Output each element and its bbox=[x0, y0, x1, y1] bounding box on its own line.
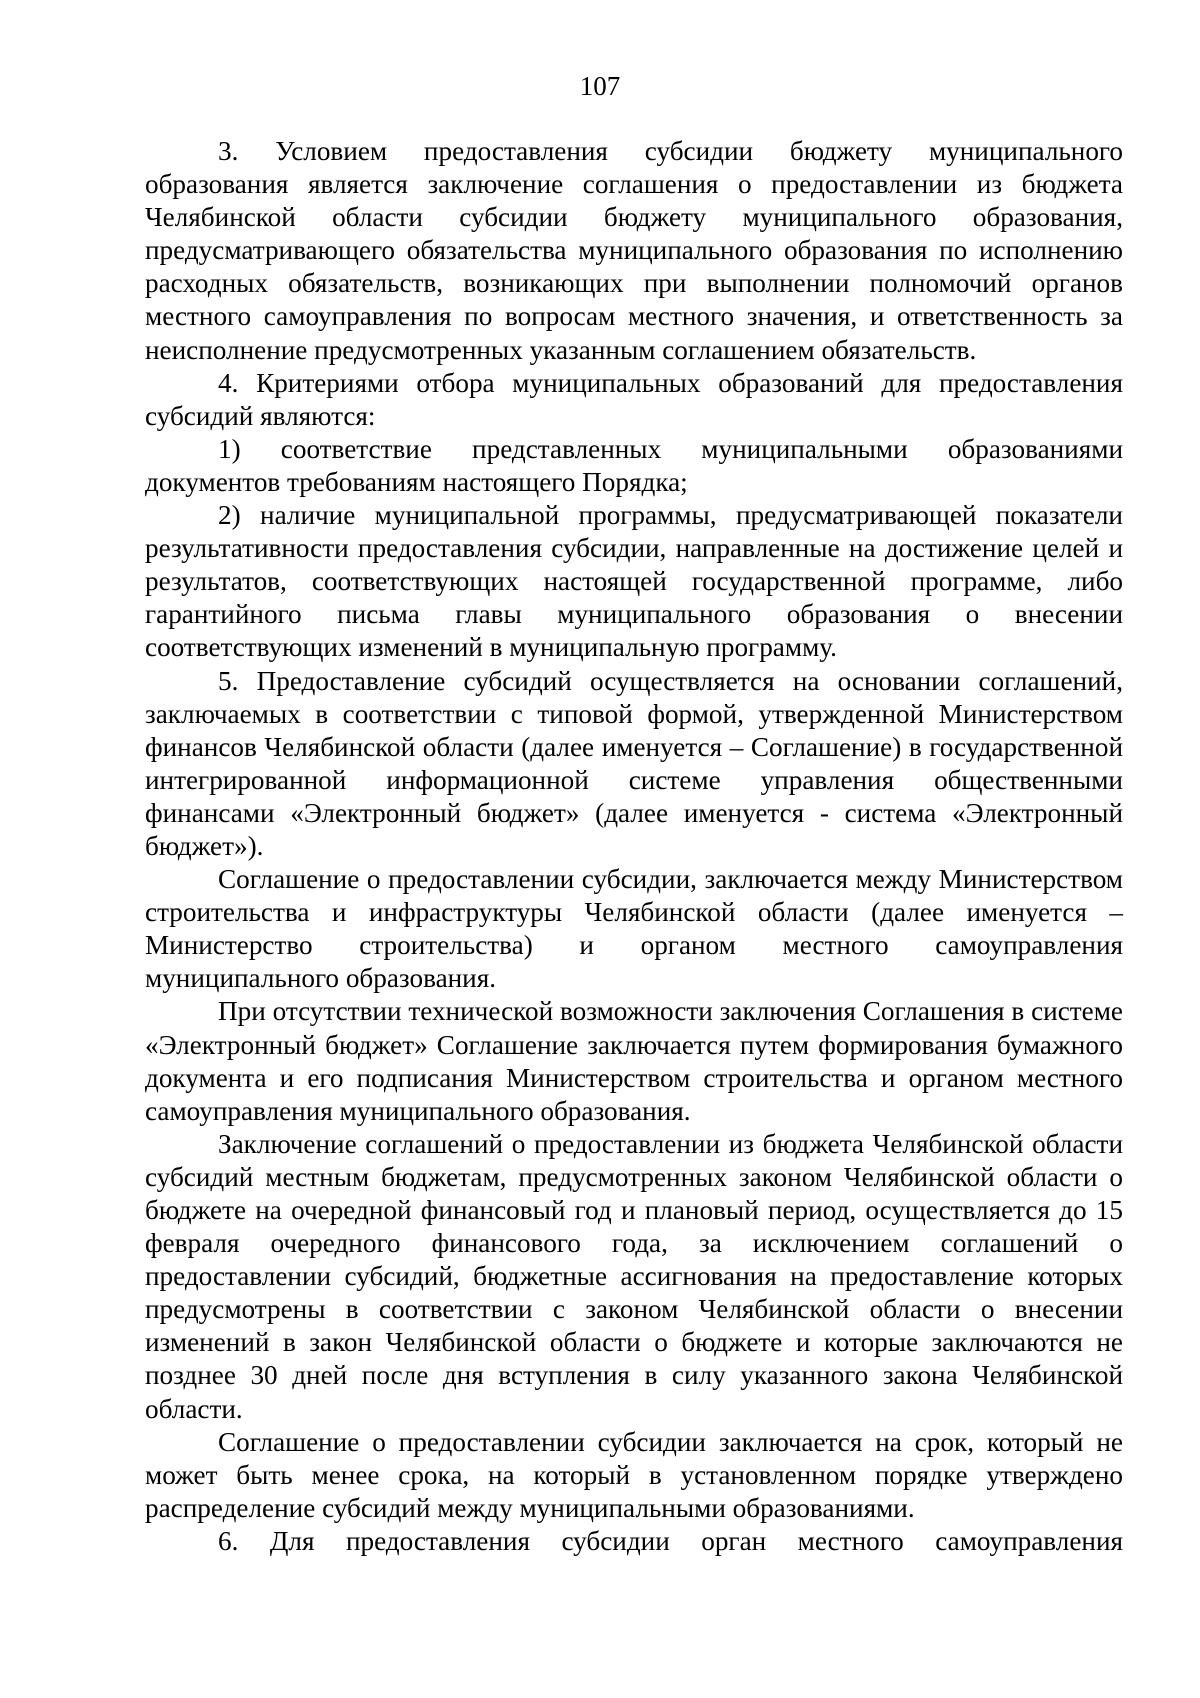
criterion-2-municipal-program: 2) наличие муниципальной программы, предусматривающей показатели результативности предоставления субсидии, направленные на достижение целей и результатов, соответствующих настоящей государственной программе, либо гарантийного письма главы муниципального образования о внесении соответствующих изменений в муниципальную программу. bbox=[145, 500, 1123, 663]
paragraph-paper-agreement: При отсутствии технической возможности заключения Соглашения в системе «Электронный бюджет» Соглашение заключается путем формирования бумажного документа и его подписания Министерством строительства и органом местного самоуправления муниципального образования. bbox=[145, 996, 1123, 1126]
paragraph-6-start: 6. Для предоставления субсидии орган местного самоуправления bbox=[218, 1525, 1123, 1556]
paragraph-agreement-parties: Соглашение о предоставлении субсидии, заключается между Министерством строительства и инфраструктуры Челябинской области (далее именуется – Министерство строительства) и органом местного самоуправления муниципального образования. bbox=[145, 864, 1123, 994]
document-body bbox=[145, 135, 1123, 1558]
page-number: 107 bbox=[579, 71, 621, 101]
criterion-1-documents: 1) соответствие представленных муниципальными образованиями документов требованиям настоящего Порядка; bbox=[145, 433, 1123, 497]
paragraph-3-subsidy-condition: 3. Условием предоставления субсидии бюджету муниципального образования является заключение соглашения о предоставлении из бюджета Челябинской области субсидии бюджету муниципального образования, предусматривающего обязательства муниципального образования по исполнению расходных обязательств, возникающих при выполнении полномочий органов местного самоуправления по вопросам местного значения, и ответственность за неисполнение предусмотренных указанным соглашением обязательств. bbox=[145, 136, 1123, 365]
paragraph-agreement-deadline: Заключение соглашений о предоставлении из бюджета Челябинской области субсидий местным бюджетам, предусмотренных законом Челябинской области о бюджете на очередной финансовый год и плановый период, осуществляется до 15 февраля очередного финансового года, за исключением соглашений о предоставлении субсидий, бюджетные ассигнования на предоставление которых предусмотрены в соответствии с законом Челябинской области о внесении изменений в закон Челябинской области о бюджете и которые заключаются не позднее 30 дней после дня вступления в силу указанного закона Челябинской области. bbox=[145, 1128, 1123, 1424]
paragraph-4-selection-criteria: 4. Критериями отбора муниципальных образований для предоставления субсидий являются: bbox=[145, 367, 1123, 431]
paragraph-agreement-term: Соглашение о предоставлении субсидии заключается на срок, который не может быть менее срока, на который в установленном порядке утверждено распределение субсидий между муниципальными образованиями. bbox=[145, 1426, 1123, 1523]
paragraph-5-agreements: 5. Предоставление субсидий осуществляется на основании соглашений, заключаемых в соответствии с типовой формой, утвержденной Министерством финансов Челябинской области (далее именуется – Соглашение) в государственной интегрированной информационной системе управления общественными финансами «Электронный бюджет» (далее именуется - система «Электронный бюджет»). bbox=[145, 665, 1123, 861]
